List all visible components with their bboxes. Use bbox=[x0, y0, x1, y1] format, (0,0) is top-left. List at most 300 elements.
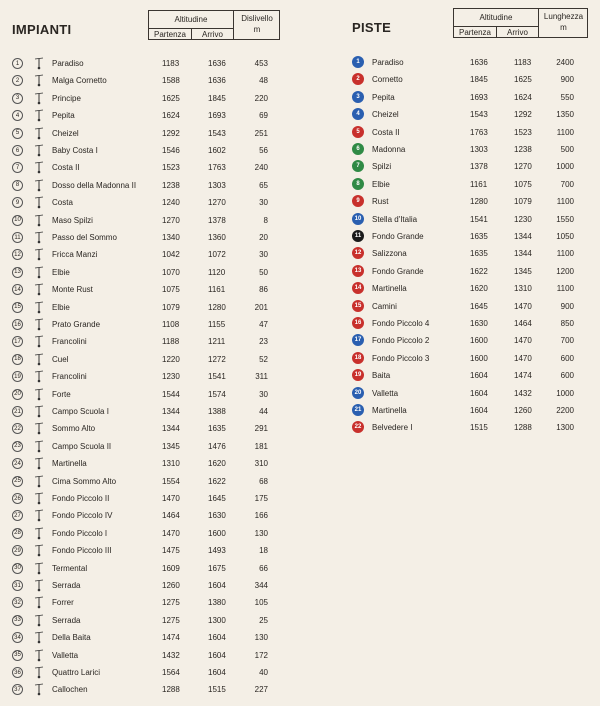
impianti-row-name: Fondo Piccolo III bbox=[52, 546, 112, 556]
impianti-row-name: Cima Sommo Alto bbox=[52, 476, 117, 486]
piste-row-lunghezza: 1100 bbox=[556, 284, 574, 294]
impianti-row-dislivello: 47 bbox=[259, 320, 268, 329]
impianti-row-dislivello: 130 bbox=[254, 528, 268, 538]
piste-row-arrivo: 1183 bbox=[514, 58, 532, 67]
piste-row-number-badge: 16 bbox=[352, 317, 364, 329]
impianti-row-dislivello: 311 bbox=[255, 372, 268, 382]
impianti-row bbox=[12, 142, 282, 159]
impianti-row-dislivello: 175 bbox=[254, 494, 268, 503]
piste-row-name: Salizzona bbox=[372, 249, 407, 259]
impianti-col-arrivo: Arrivo bbox=[202, 30, 223, 39]
ski-lift-icon bbox=[34, 92, 44, 105]
piste-row-partenza: 1763 bbox=[470, 127, 488, 137]
piste-row bbox=[352, 280, 592, 297]
impianti-row-dislivello: 105 bbox=[254, 598, 268, 608]
piste-row-number-badge: 6 bbox=[352, 143, 364, 155]
impianti-row bbox=[12, 333, 282, 350]
impianti-row-number: 2 bbox=[12, 75, 23, 86]
impianti-row-number: 9 bbox=[12, 197, 23, 208]
piste-row-arrivo: 1075 bbox=[514, 179, 532, 189]
ski-lift-icon bbox=[34, 74, 44, 87]
piste-row-lunghezza: 1100 bbox=[556, 197, 574, 207]
piste-row-lunghezza: 900 bbox=[560, 75, 574, 85]
impianti-row bbox=[12, 90, 282, 107]
ski-lift-icon bbox=[34, 422, 44, 435]
impianti-row-dislivello: 68 bbox=[259, 476, 268, 486]
ski-lift-icon bbox=[34, 266, 44, 279]
piste-row-name: Fondo Piccolo 3 bbox=[372, 353, 430, 363]
piste-row-arrivo: 1470 bbox=[514, 353, 532, 363]
impianti-row-partenza: 1238 bbox=[162, 180, 180, 190]
impianti-row bbox=[12, 629, 282, 646]
ski-lift-icon bbox=[34, 649, 44, 662]
impianti-row-dislivello: 40 bbox=[259, 668, 268, 677]
ski-lift-icon bbox=[34, 405, 44, 418]
piste-row bbox=[352, 54, 592, 71]
ski-lift-icon bbox=[34, 109, 44, 122]
impianti-row bbox=[12, 281, 282, 298]
impianti-row-dislivello: 251 bbox=[254, 128, 268, 138]
impianti-row bbox=[12, 159, 282, 176]
impianti-row bbox=[12, 577, 282, 594]
impianti-row-dislivello: 65 bbox=[259, 180, 268, 190]
impianti-row bbox=[12, 177, 282, 194]
piste-row-partenza: 1541 bbox=[470, 214, 488, 224]
piste-row-name: Cheizel bbox=[372, 110, 399, 120]
impianti-row-name: Monte Rust bbox=[52, 285, 93, 295]
impianti-row-number: 18 bbox=[12, 354, 23, 365]
impianti-row-partenza: 1564 bbox=[162, 668, 180, 677]
impianti-row-number: 17 bbox=[12, 336, 23, 347]
impianti-row-arrivo: 1272 bbox=[208, 354, 226, 364]
piste-row-partenza: 1604 bbox=[470, 406, 488, 415]
impianti-row-arrivo: 1636 bbox=[208, 76, 226, 86]
piste-row-name: Valletta bbox=[372, 388, 399, 398]
ski-lift-icon bbox=[34, 248, 44, 261]
piste-row-name: Elbie bbox=[372, 179, 390, 189]
impianti-row-arrivo: 1300 bbox=[208, 615, 226, 625]
impianti-row-arrivo: 1280 bbox=[208, 302, 226, 312]
impianti-row bbox=[12, 229, 282, 246]
impianti-row-partenza: 1432 bbox=[162, 650, 180, 660]
impianti-row-arrivo: 1763 bbox=[208, 163, 226, 173]
piste-row-arrivo: 1260 bbox=[514, 406, 532, 415]
piste-row-arrivo: 1288 bbox=[514, 423, 532, 433]
impianti-row-name: Prato Grande bbox=[52, 320, 101, 329]
impianti-row-partenza: 1344 bbox=[162, 407, 180, 416]
impianti-row-arrivo: 1620 bbox=[208, 459, 226, 469]
impianti-row-partenza: 1240 bbox=[162, 198, 180, 208]
piste-row-name: Fondo Piccolo 4 bbox=[372, 319, 430, 328]
impianti-row bbox=[12, 125, 282, 142]
impianti-row-arrivo: 1211 bbox=[208, 337, 226, 347]
impianti-row-name: Malga Cornetto bbox=[52, 76, 107, 86]
impianti-row-arrivo: 1604 bbox=[208, 650, 226, 660]
impianti-row-partenza: 1624 bbox=[162, 111, 180, 121]
ski-lift-icon bbox=[34, 57, 44, 70]
piste-col-partenza: Partenza bbox=[458, 28, 492, 37]
impianti-row-partenza: 1625 bbox=[162, 93, 180, 103]
impianti-row-arrivo: 1303 bbox=[208, 180, 226, 190]
piste-row-lunghezza: 700 bbox=[560, 336, 574, 346]
piste-row-number-badge: 12 bbox=[352, 247, 364, 259]
piste-row-number-badge: 13 bbox=[352, 265, 364, 277]
impianti-row-arrivo: 1161 bbox=[208, 285, 226, 295]
impianti-row-name: Passo del Sommo bbox=[52, 233, 117, 242]
piste-row-arrivo: 1238 bbox=[514, 145, 532, 154]
impianti-row-dislivello: 172 bbox=[254, 650, 268, 660]
impianti-row-dislivello: 25 bbox=[259, 615, 268, 625]
piste-row bbox=[352, 367, 592, 384]
piste-row-number-badge: 3 bbox=[352, 91, 364, 103]
impianti-row-partenza: 1108 bbox=[162, 320, 180, 329]
ski-lift-icon bbox=[34, 231, 44, 244]
impianti-row-partenza: 1345 bbox=[162, 441, 180, 451]
impianti-row-arrivo: 1604 bbox=[208, 633, 226, 643]
impianti-row-dislivello: 56 bbox=[259, 146, 268, 155]
piste-row-lunghezza: 600 bbox=[560, 371, 574, 381]
piste-row-lunghezza: 900 bbox=[560, 301, 574, 311]
piste-row bbox=[352, 71, 592, 88]
impianti-row bbox=[12, 647, 282, 664]
ski-lift-icon bbox=[34, 440, 44, 453]
piste-row-partenza: 1515 bbox=[470, 423, 488, 433]
impianti-row-dislivello: 30 bbox=[259, 389, 268, 399]
impianti-row-partenza: 1588 bbox=[162, 76, 180, 86]
piste-col-lunghezza: Lunghezza bbox=[543, 11, 584, 21]
impianti-row-arrivo: 1476 bbox=[208, 441, 226, 451]
impianti-row-partenza: 1079 bbox=[162, 302, 180, 312]
impianti-row-number: 33 bbox=[12, 615, 23, 626]
impianti-row-partenza: 1609 bbox=[162, 563, 180, 573]
ski-lift-icon bbox=[34, 335, 44, 348]
impianti-row-name: Pepita bbox=[52, 111, 75, 121]
piste-row-arrivo: 1470 bbox=[514, 336, 532, 346]
piste-row-name: Pepita bbox=[372, 92, 395, 102]
piste-row bbox=[352, 385, 592, 402]
impianti-row-arrivo: 1630 bbox=[208, 511, 226, 521]
piste-row-name: Fondo Grande bbox=[372, 232, 424, 241]
piste-row-partenza: 1630 bbox=[470, 319, 488, 328]
piste-row-number-badge: 10 bbox=[352, 213, 364, 225]
piste-row-arrivo: 1270 bbox=[514, 162, 532, 172]
impianti-row-number: 27 bbox=[12, 510, 23, 521]
impianti-row-dislivello: 453 bbox=[254, 59, 268, 68]
impianti-row-number: 37 bbox=[12, 684, 23, 695]
impianti-row-partenza: 1470 bbox=[162, 528, 180, 538]
piste-row-name: Baita bbox=[372, 371, 391, 381]
impianti-row-name: Campo Scuola I bbox=[52, 407, 109, 416]
impianti-row-name: Della Baita bbox=[52, 633, 91, 643]
impianti-row-partenza: 1292 bbox=[162, 128, 180, 138]
piste-row-lunghezza: 1000 bbox=[556, 388, 574, 398]
piste-row-name: Stella d'Italia bbox=[372, 214, 418, 224]
impianti-row-arrivo: 1636 bbox=[208, 59, 226, 68]
ski-lift-icon bbox=[34, 370, 44, 383]
piste-row-number-badge: 7 bbox=[352, 160, 364, 172]
piste-row-partenza: 1604 bbox=[470, 388, 488, 398]
impianti-row-number: 34 bbox=[12, 632, 23, 643]
impianti-row-partenza: 1546 bbox=[162, 146, 180, 155]
piste-row-name: Belvedere I bbox=[372, 423, 413, 433]
piste-row-lunghezza: 2400 bbox=[556, 58, 574, 67]
impianti-row-partenza: 1042 bbox=[162, 250, 180, 260]
piste-row-lunghezza: 1550 bbox=[556, 214, 574, 224]
piste-row bbox=[352, 245, 592, 262]
impianti-row-name: Sommo Alto bbox=[52, 424, 96, 434]
impianti-row-number: 21 bbox=[12, 406, 23, 417]
piste-row-arrivo: 1464 bbox=[514, 319, 532, 328]
ski-lift-icon bbox=[34, 318, 44, 331]
ski-lift-icon bbox=[34, 562, 44, 575]
piste-row-lunghezza: 1100 bbox=[556, 127, 574, 137]
impianti-row-arrivo: 1380 bbox=[208, 598, 226, 608]
ski-lift-icon bbox=[34, 353, 44, 366]
impianti-row-arrivo: 1693 bbox=[208, 111, 226, 121]
impianti-row-arrivo: 1635 bbox=[208, 424, 226, 434]
impianti-row-dislivello: 52 bbox=[259, 354, 268, 364]
impianti-row bbox=[12, 107, 282, 124]
impianti-row-arrivo: 1493 bbox=[208, 546, 226, 556]
impianti-row-number: 25 bbox=[12, 476, 23, 487]
impianti-row-partenza: 1220 bbox=[162, 354, 180, 364]
piste-row-partenza: 1635 bbox=[470, 232, 488, 241]
impianti-row-arrivo: 1388 bbox=[208, 407, 226, 416]
piste-row bbox=[352, 298, 592, 315]
impianti-row-dislivello: 201 bbox=[254, 302, 268, 312]
piste-row-number-badge: 11 bbox=[352, 230, 364, 242]
impianti-row-name: Fondo Piccolo II bbox=[52, 494, 110, 503]
piste-row-name: Fondo Piccolo 2 bbox=[372, 336, 430, 346]
piste-row-partenza: 1845 bbox=[470, 75, 488, 85]
impianti-row-partenza: 1183 bbox=[162, 59, 180, 68]
impianti-row-name: Elbie bbox=[52, 267, 70, 277]
piste-row-lunghezza: 700 bbox=[560, 179, 574, 189]
piste-row-number-badge: 9 bbox=[352, 195, 364, 207]
impianti-altitude-group: Altitudine bbox=[174, 15, 208, 24]
ski-lift-icon bbox=[34, 492, 44, 505]
piste-row-lunghezza: 500 bbox=[560, 145, 574, 154]
impianti-row bbox=[12, 316, 282, 333]
impianti-row bbox=[12, 55, 282, 72]
piste-row-lunghezza: 1100 bbox=[556, 249, 574, 259]
impianti-row-number: 24 bbox=[12, 458, 23, 469]
piste-row-lunghezza: 1200 bbox=[556, 266, 574, 276]
impianti-row-name: Serrada bbox=[52, 615, 81, 625]
impianti-row-arrivo: 1155 bbox=[208, 320, 226, 329]
piste-row-number-badge: 17 bbox=[352, 334, 364, 346]
impianti-row-number: 30 bbox=[12, 563, 23, 574]
piste-header bbox=[453, 8, 588, 38]
piste-row-name: Martinella bbox=[372, 406, 407, 415]
impianti-row-number: 10 bbox=[12, 215, 23, 226]
impianti-row-number: 20 bbox=[12, 389, 23, 400]
impianti-row bbox=[12, 455, 282, 472]
impianti-row-number: 36 bbox=[12, 667, 23, 678]
impianti-row bbox=[12, 560, 282, 577]
piste-row bbox=[352, 211, 592, 228]
impianti-row-dislivello: 20 bbox=[259, 233, 268, 242]
impianti-row-arrivo: 1515 bbox=[208, 685, 226, 695]
ski-lift-icon bbox=[34, 161, 44, 174]
impianti-row-dislivello: 48 bbox=[259, 76, 268, 86]
impianti-row-dislivello: 240 bbox=[254, 163, 268, 173]
piste-row-partenza: 1636 bbox=[470, 58, 488, 67]
impianti-row-arrivo: 1360 bbox=[208, 233, 226, 242]
piste-row-lunghezza: 1000 bbox=[556, 162, 574, 172]
piste-row bbox=[352, 402, 592, 419]
impianti-row-name: Paradiso bbox=[52, 59, 84, 68]
impianti-row-arrivo: 1541 bbox=[208, 372, 226, 382]
impianti-row-arrivo: 1270 bbox=[208, 198, 226, 208]
piste-col-arrivo: Arrivo bbox=[507, 28, 528, 37]
ski-lift-icon bbox=[34, 666, 44, 679]
ski-lift-icon bbox=[34, 214, 44, 227]
piste-row-name: Martinella bbox=[372, 284, 407, 294]
impianti-row bbox=[12, 473, 282, 490]
impianti-row-name: Maso Spilzi bbox=[52, 215, 93, 225]
impianti-row bbox=[12, 403, 282, 420]
impianti-row-arrivo: 1600 bbox=[208, 528, 226, 538]
piste-row-partenza: 1600 bbox=[470, 353, 488, 363]
piste-row-number-badge: 19 bbox=[352, 369, 364, 381]
piste-row-number-badge: 20 bbox=[352, 387, 364, 399]
impianti-title: IMPIANTI bbox=[12, 22, 72, 37]
impianti-row-arrivo: 1120 bbox=[208, 267, 226, 277]
impianti-row-partenza: 1523 bbox=[162, 163, 180, 173]
ski-lift-icon bbox=[34, 544, 44, 557]
impianti-row bbox=[12, 194, 282, 211]
piste-title: PISTE bbox=[352, 20, 392, 35]
piste-row-lunghezza: 2200 bbox=[556, 406, 574, 415]
piste-row-arrivo: 1310 bbox=[514, 284, 532, 294]
ski-lift-icon bbox=[34, 144, 44, 157]
impianti-row-number: 8 bbox=[12, 180, 23, 191]
impianti-row bbox=[12, 246, 282, 263]
impianti-row-name: Costa II bbox=[52, 163, 80, 173]
impianti-row-dislivello: 130 bbox=[254, 633, 268, 643]
piste-row-number-badge: 5 bbox=[352, 126, 364, 138]
piste-row bbox=[352, 124, 592, 141]
impianti-row bbox=[12, 420, 282, 437]
piste-row-arrivo: 1230 bbox=[514, 214, 532, 224]
impianti-row bbox=[12, 542, 282, 559]
piste-row-arrivo: 1079 bbox=[514, 197, 532, 207]
piste-row-number-badge: 18 bbox=[352, 352, 364, 364]
piste-row-partenza: 1645 bbox=[470, 301, 488, 311]
impianti-row-partenza: 1075 bbox=[162, 285, 180, 295]
impianti-row-number: 4 bbox=[12, 110, 23, 121]
piste-row-partenza: 1543 bbox=[470, 110, 488, 120]
impianti-row bbox=[12, 594, 282, 611]
impianti-row-dislivello: 8 bbox=[263, 215, 268, 225]
ski-lift-icon bbox=[34, 179, 44, 192]
impianti-row-partenza: 1470 bbox=[162, 494, 180, 503]
impianti-row-name: Cheizel bbox=[52, 128, 79, 138]
piste-row-name: Cornetto bbox=[372, 75, 403, 85]
piste-row-number-badge: 1 bbox=[352, 56, 364, 68]
piste-row bbox=[352, 106, 592, 123]
impianti-row-partenza: 1464 bbox=[162, 511, 180, 521]
impianti-row bbox=[12, 368, 282, 385]
impianti-row bbox=[12, 612, 282, 629]
impianti-row bbox=[12, 664, 282, 681]
impianti-row bbox=[12, 490, 282, 507]
piste-row-number-badge: 15 bbox=[352, 300, 364, 312]
piste-row bbox=[352, 176, 592, 193]
ski-lift-icon bbox=[34, 683, 44, 696]
impianti-row-name: Callochen bbox=[52, 685, 88, 695]
piste-row-name: Spilzi bbox=[372, 162, 392, 172]
ski-lift-icon bbox=[34, 475, 44, 488]
impianti-row-partenza: 1344 bbox=[162, 424, 180, 434]
ski-lift-icon bbox=[34, 527, 44, 540]
impianti-row-number: 13 bbox=[12, 267, 23, 278]
piste-row-name: Paradiso bbox=[372, 58, 404, 67]
impianti-row-number: 7 bbox=[12, 162, 23, 173]
impianti-row-partenza: 1230 bbox=[162, 372, 180, 382]
impianti-row-dislivello: 291 bbox=[254, 424, 268, 434]
impianti-col-partenza: Partenza bbox=[153, 30, 187, 39]
piste-row-partenza: 1604 bbox=[470, 371, 488, 381]
impianti-row-name: Baby Costa I bbox=[52, 146, 98, 155]
piste-row-lunghezza: 1300 bbox=[556, 423, 574, 433]
piste-row-partenza: 1693 bbox=[470, 92, 488, 102]
impianti-row-partenza: 1260 bbox=[162, 581, 180, 590]
piste-row-number-badge: 2 bbox=[352, 73, 364, 85]
impianti-row-partenza: 1275 bbox=[162, 615, 180, 625]
piste-row bbox=[352, 350, 592, 367]
impianti-row-dislivello: 86 bbox=[259, 285, 268, 295]
impianti-row-arrivo: 1072 bbox=[208, 250, 226, 260]
impianti-row-dislivello: 30 bbox=[259, 250, 268, 260]
ski-lift-icon bbox=[34, 196, 44, 209]
ski-lift-icon bbox=[34, 283, 44, 296]
impianti-row bbox=[12, 681, 282, 698]
impianti-row-arrivo: 1602 bbox=[208, 146, 226, 155]
impianti-row-partenza: 1270 bbox=[162, 215, 180, 225]
piste-row-name: Costa II bbox=[372, 127, 400, 137]
piste-row-number-badge: 14 bbox=[352, 282, 364, 294]
piste-row-partenza: 1635 bbox=[470, 249, 488, 259]
piste-row bbox=[352, 332, 592, 349]
piste-row-partenza: 1622 bbox=[470, 266, 488, 276]
impianti-row-number: 23 bbox=[12, 441, 23, 452]
piste-row-number-badge: 8 bbox=[352, 178, 364, 190]
impianti-row-dislivello: 69 bbox=[259, 111, 268, 121]
piste-col-lunghezza-unit: m bbox=[560, 22, 567, 32]
piste-row bbox=[352, 228, 592, 245]
impianti-row-number: 5 bbox=[12, 128, 23, 139]
piste-row-name: Rust bbox=[372, 197, 389, 207]
impianti-row-number: 16 bbox=[12, 319, 23, 330]
impianti-row-name: Elbie bbox=[52, 302, 70, 312]
impianti-row bbox=[12, 264, 282, 281]
piste-row-number-badge: 22 bbox=[352, 421, 364, 433]
piste-row bbox=[352, 263, 592, 280]
ski-lift-icon bbox=[34, 509, 44, 522]
piste-row-partenza: 1620 bbox=[470, 284, 488, 294]
impianti-row-partenza: 1070 bbox=[162, 267, 180, 277]
impianti-row-arrivo: 1675 bbox=[208, 563, 226, 573]
impianti-row-name: Dosso della Madonna II bbox=[52, 180, 137, 190]
ski-lift-icon bbox=[34, 596, 44, 609]
impianti-row-number: 32 bbox=[12, 597, 23, 608]
impianti-row-number: 12 bbox=[12, 249, 23, 260]
impianti-row-name: Francolini bbox=[52, 372, 87, 382]
impianti-col-dislivello: Dislivello bbox=[241, 13, 273, 23]
impianti-row-number: 1 bbox=[12, 58, 23, 69]
